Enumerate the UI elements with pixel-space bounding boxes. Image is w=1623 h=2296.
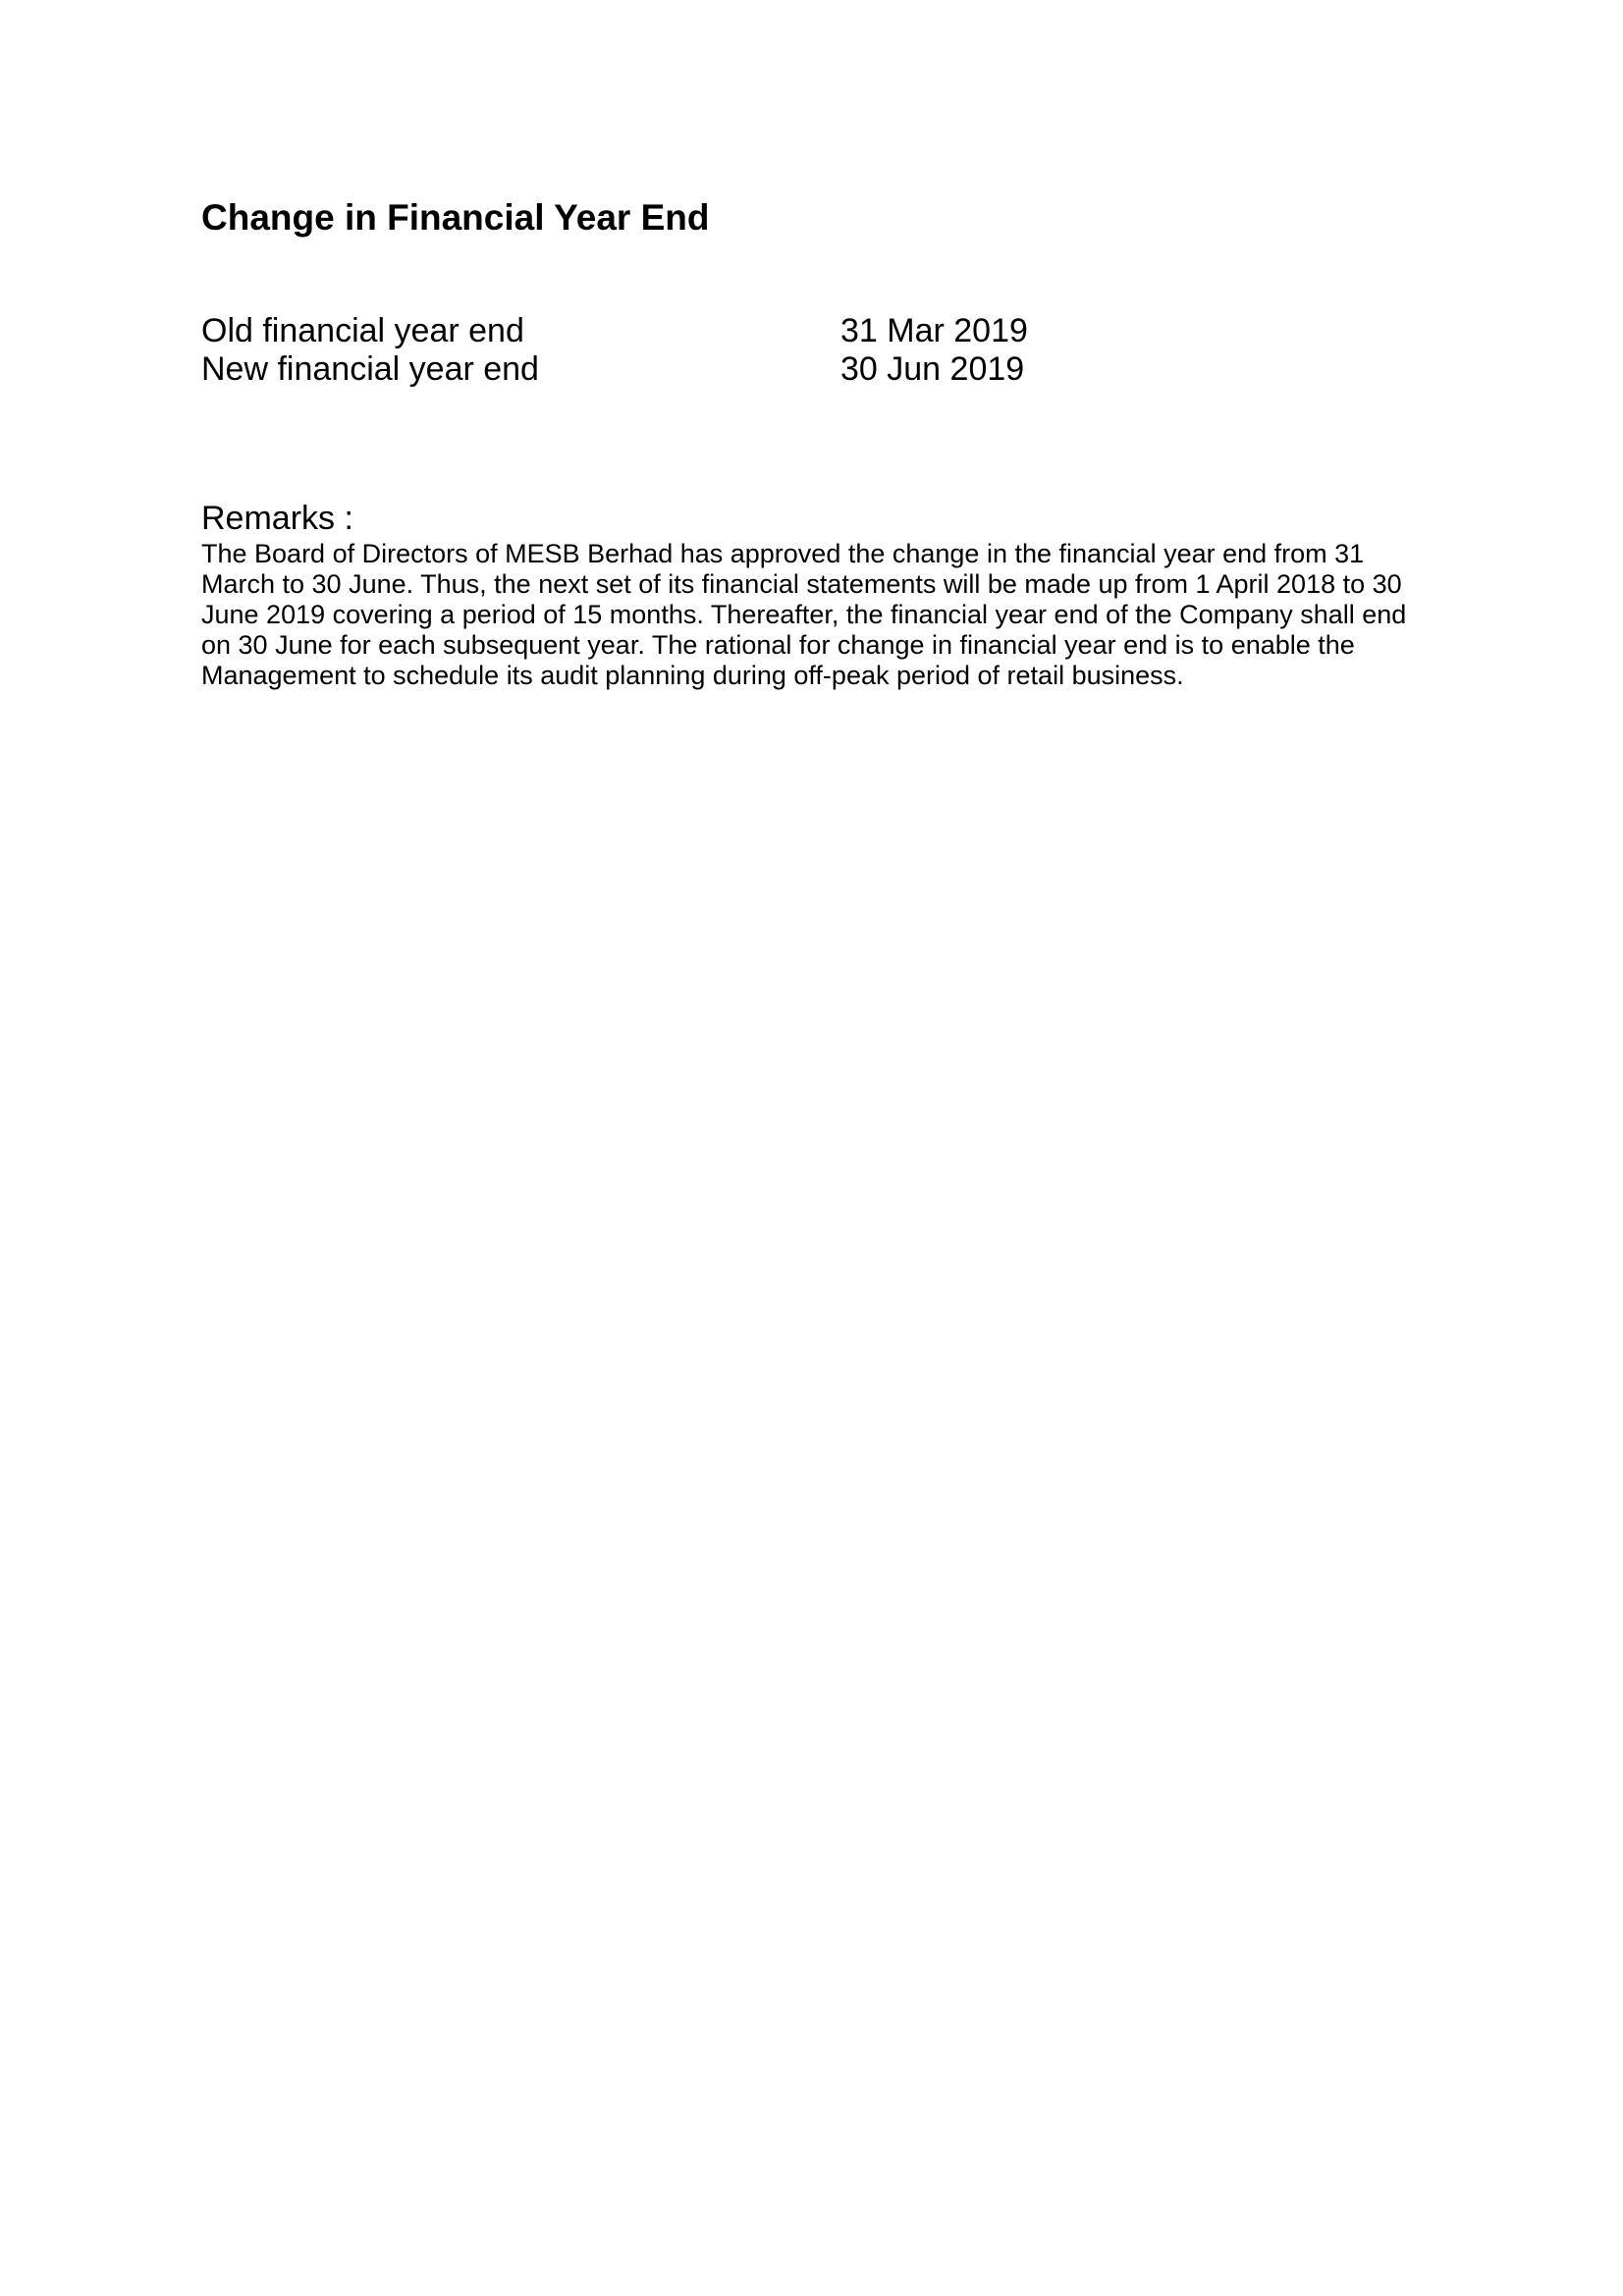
remarks-line: March to 30 June. Thus, the next set of its financial statements will be made up from 1 April 2018 to 30 <box>201 569 1402 599</box>
old-financial-year-end-value: 31 Mar 2019 <box>840 312 1028 349</box>
old-financial-year-end-label: Old financial year end <box>201 312 524 349</box>
page-title: Change in Financial Year End <box>201 197 710 238</box>
new-financial-year-end-row <box>201 350 1183 389</box>
remarks-line: June 2019 covering a period of 15 months. Thereafter, the financial year end of the Company shall end <box>201 600 1407 629</box>
remarks-line: The Board of Directors of MESB Berhad has approved the change in the financial year end from 31 <box>201 539 1365 568</box>
remarks-line: on 30 June for each subsequent year. The rational for change in financial year end is to enable the <box>201 630 1355 660</box>
new-financial-year-end-value: 30 Jun 2019 <box>840 350 1025 388</box>
old-financial-year-end-row <box>201 312 1183 350</box>
financial-year-end-table <box>201 312 1183 389</box>
remarks-section <box>201 498 1478 691</box>
remarks-line: Management to schedule its audit planning during off-peak period of retail business. <box>201 661 1184 690</box>
remarks-body <box>201 539 1478 691</box>
remarks-heading: Remarks : <box>201 500 353 537</box>
new-financial-year-end-label: New financial year end <box>201 350 539 388</box>
